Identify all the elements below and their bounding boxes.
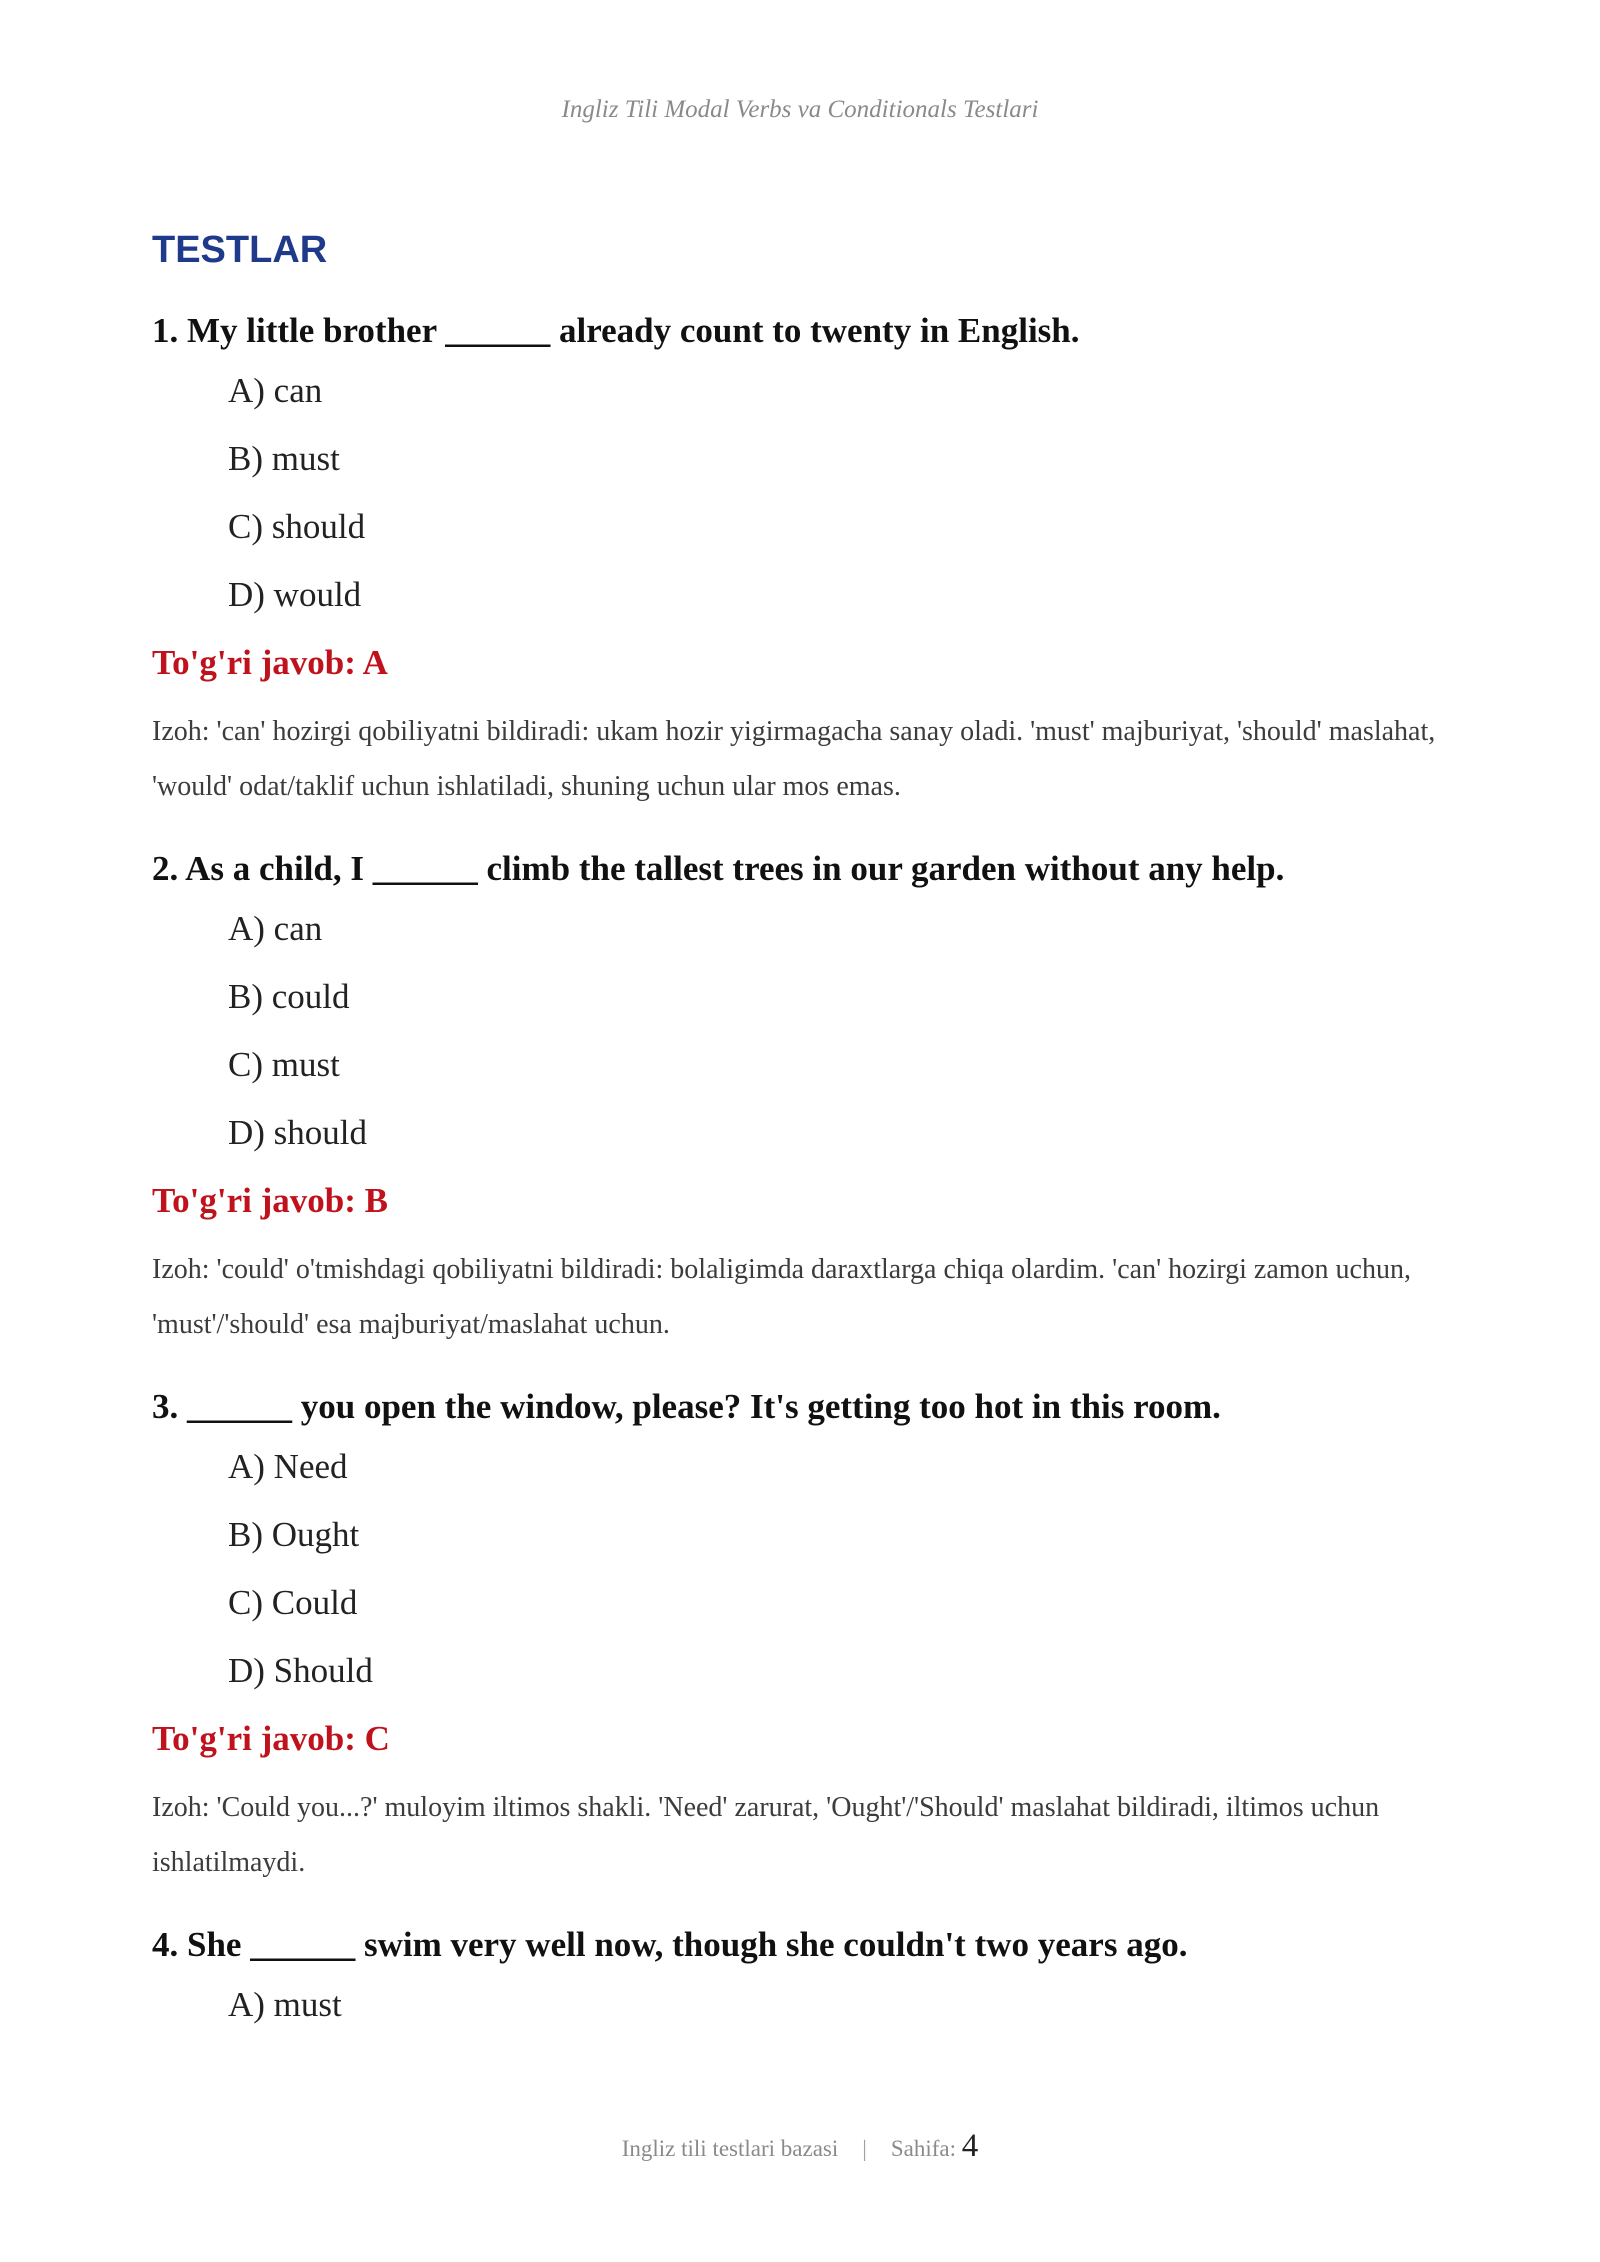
page-header: Ingliz Tili Modal Verbs va Conditionals Testlari [561, 96, 1039, 123]
question-text: 2. As a child, I ______ climb the tallest trees in our garden without any help. [152, 848, 1285, 888]
option-a: A) can [228, 370, 323, 410]
question-text: 1. My little brother ______ already count to twenty in English. [152, 310, 1080, 350]
footer-label: Ingliz tili testlari bazasi [621, 2136, 839, 2161]
option-c: C) should [228, 506, 366, 546]
option-b: B) Ought [228, 1514, 360, 1554]
option-a: A) must [228, 1984, 342, 2024]
option-a: A) Need [228, 1446, 348, 1486]
explanation: Izoh: 'can' hozirgi qobiliyatni bildiradi: ukam hozir yigirmagacha sanay oladi. 'must' majburiyat, 'should' maslahat, 'would' odat/taklif uchun ishlatiladi, shuning uchun ular mos emas. [152, 715, 1436, 802]
option-b: B) must [228, 438, 340, 478]
option-list [152, 1984, 1452, 2026]
correct-answer: To'g'ri javob: C [152, 1718, 390, 1758]
page-label: Sahifa: [890, 2136, 957, 2161]
option-d: D) would [228, 574, 362, 614]
question-2 [152, 848, 1452, 1352]
test-content [152, 228, 1452, 2060]
option-c: C) Could [228, 1582, 358, 1622]
explanation: Izoh: 'Could you...?' muloyim iltimos shakli. 'Need' zarurat, 'Ought'/'Should' maslahat bildiradi, iltimos uchun ishlatilmaydi. [152, 1791, 1380, 1878]
page-footer [0, 2128, 1600, 2165]
option-list [152, 1446, 1452, 1692]
explanation: Izoh: 'could' o'tmishdagi qobiliyatni bildiradi: bolaligimda daraxtlarga chiqa olardim. 'can' hozirgi zamon uchun, 'must'/'should' esa majburiyat/maslahat uchun. [152, 1253, 1411, 1340]
question-1 [152, 310, 1452, 814]
option-list [152, 908, 1452, 1154]
option-a: A) can [228, 908, 323, 948]
option-c: C) must [228, 1044, 340, 1084]
question-text: 4. She ______ swim very well now, though she couldn't two years ago. [152, 1924, 1188, 1964]
option-b: B) could [228, 976, 350, 1016]
section-title: TESTLAR [152, 229, 328, 271]
option-list [152, 370, 1452, 616]
correct-answer: To'g'ri javob: B [152, 1180, 388, 1220]
page-number: 4 [961, 2128, 979, 2164]
question-3 [152, 1386, 1452, 1890]
correct-answer: To'g'ri javob: A [152, 642, 388, 682]
footer-separator: | [862, 2136, 867, 2161]
question-text: 3. ______ you open the window, please? It's getting too hot in this room. [152, 1386, 1221, 1426]
option-d: D) should [228, 1112, 368, 1152]
question-4 [152, 1924, 1452, 2026]
option-d: D) Should [228, 1650, 373, 1690]
